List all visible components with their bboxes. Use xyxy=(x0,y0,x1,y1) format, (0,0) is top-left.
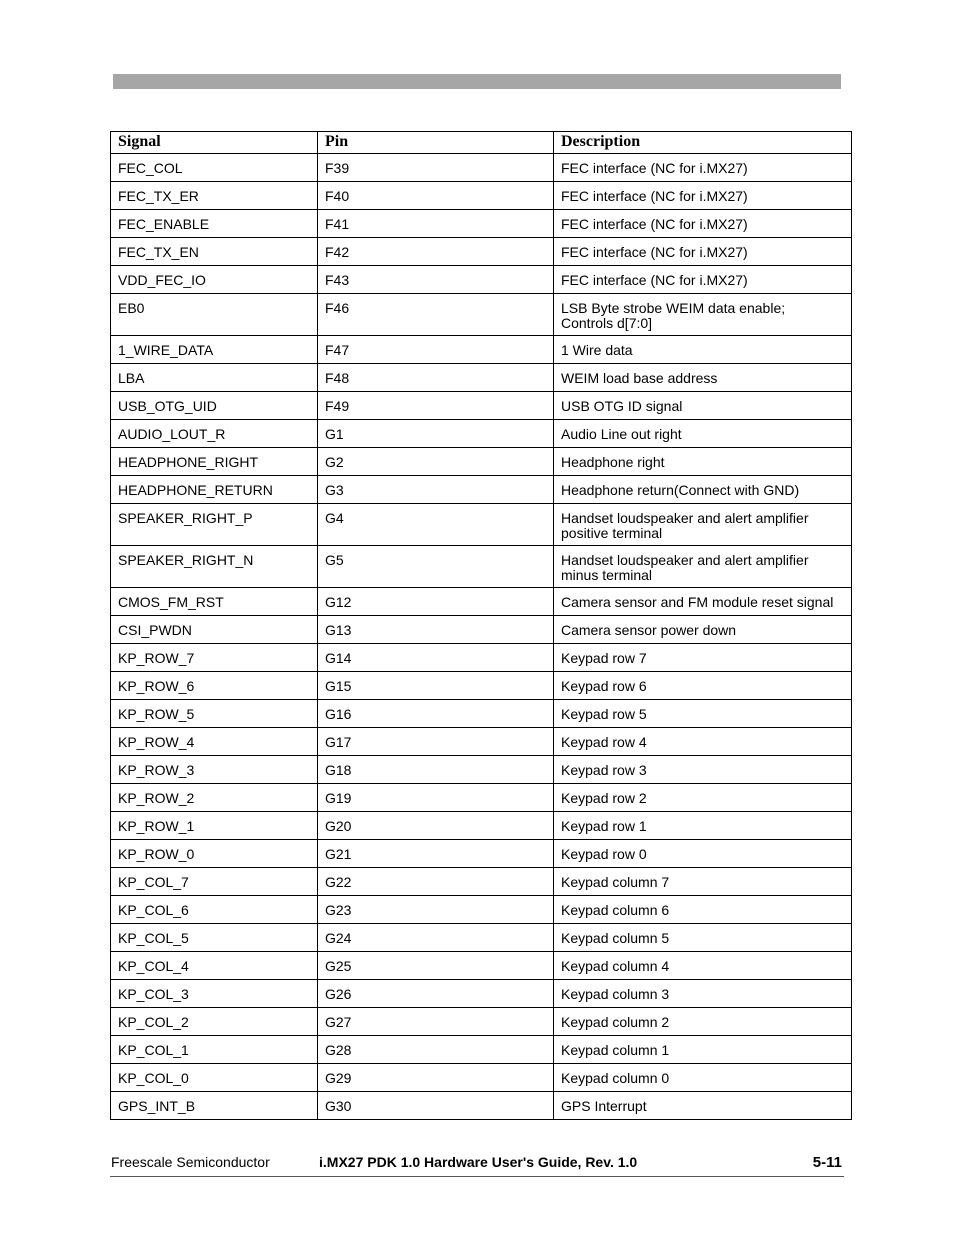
pin-cell: G5 xyxy=(318,546,554,588)
signal-cell: FEC_TX_ER xyxy=(111,182,318,210)
pin-cell: G20 xyxy=(318,812,554,840)
page-footer xyxy=(111,1154,842,1174)
description-cell: Headphone return(Connect with GND) xyxy=(554,476,852,504)
signal-cell: SPEAKER_RIGHT_P xyxy=(111,504,318,546)
pin-cell: G29 xyxy=(318,1064,554,1092)
pin-cell: G19 xyxy=(318,784,554,812)
pin-cell: G22 xyxy=(318,868,554,896)
description-cell: Keypad column 4 xyxy=(554,952,852,980)
description-cell: FEC interface (NC for i.MX27) xyxy=(554,266,852,294)
signal-cell: HEADPHONE_RETURN xyxy=(111,476,318,504)
footer-page-number: 5-11 xyxy=(812,1154,842,1171)
signal-cell: KP_COL_3 xyxy=(111,980,318,1008)
table-row xyxy=(111,1064,852,1092)
pin-cell: F39 xyxy=(318,154,554,182)
header-bar xyxy=(113,74,841,89)
pin-cell: F48 xyxy=(318,364,554,392)
pin-cell: F43 xyxy=(318,266,554,294)
signal-cell: KP_ROW_1 xyxy=(111,812,318,840)
signal-cell: AUDIO_LOUT_R xyxy=(111,420,318,448)
table-row xyxy=(111,504,852,546)
description-cell: Keypad row 4 xyxy=(554,728,852,756)
table-row xyxy=(111,588,852,616)
table-row xyxy=(111,868,852,896)
pin-cell: F47 xyxy=(318,336,554,364)
description-cell: Keypad column 0 xyxy=(554,1064,852,1092)
pin-cell: G14 xyxy=(318,644,554,672)
pin-cell: F42 xyxy=(318,238,554,266)
description-cell: Keypad row 6 xyxy=(554,672,852,700)
pin-cell: G17 xyxy=(318,728,554,756)
footer-divider xyxy=(110,1176,844,1177)
description-cell: FEC interface (NC for i.MX27) xyxy=(554,238,852,266)
table-row xyxy=(111,266,852,294)
pin-cell: G12 xyxy=(318,588,554,616)
table-row xyxy=(111,336,852,364)
pin-cell: G16 xyxy=(318,700,554,728)
signal-cell: KP_ROW_2 xyxy=(111,784,318,812)
signal-cell: KP_COL_0 xyxy=(111,1064,318,1092)
description-cell: Keypad column 6 xyxy=(554,896,852,924)
pin-cell: G3 xyxy=(318,476,554,504)
pin-cell: G13 xyxy=(318,616,554,644)
signal-cell: KP_COL_1 xyxy=(111,1036,318,1064)
table-row xyxy=(111,364,852,392)
table-row xyxy=(111,476,852,504)
signal-cell: HEADPHONE_RIGHT xyxy=(111,448,318,476)
signal-cell: KP_COL_2 xyxy=(111,1008,318,1036)
table-header-row xyxy=(111,132,852,154)
table-row xyxy=(111,1008,852,1036)
header-pin: Pin xyxy=(318,132,554,154)
signal-cell: KP_ROW_7 xyxy=(111,644,318,672)
signal-cell: LBA xyxy=(111,364,318,392)
pin-cell: G24 xyxy=(318,924,554,952)
description-cell: Audio Line out right xyxy=(554,420,852,448)
signal-cell: CMOS_FM_RST xyxy=(111,588,318,616)
signal-cell: SPEAKER_RIGHT_N xyxy=(111,546,318,588)
header-signal: Signal xyxy=(111,132,318,154)
table-row xyxy=(111,980,852,1008)
table-row xyxy=(111,784,852,812)
description-cell: FEC interface (NC for i.MX27) xyxy=(554,154,852,182)
description-cell: Keypad column 7 xyxy=(554,868,852,896)
signal-cell: VDD_FEC_IO xyxy=(111,266,318,294)
description-cell: Camera sensor power down xyxy=(554,616,852,644)
pin-cell: G25 xyxy=(318,952,554,980)
table-row xyxy=(111,154,852,182)
description-cell: Keypad row 5 xyxy=(554,700,852,728)
signal-cell: FEC_ENABLE xyxy=(111,210,318,238)
signal-cell: KP_COL_6 xyxy=(111,896,318,924)
description-cell: Keypad column 3 xyxy=(554,980,852,1008)
pin-cell: G18 xyxy=(318,756,554,784)
description-cell: WEIM load base address xyxy=(554,364,852,392)
description-cell: Keypad column 2 xyxy=(554,1008,852,1036)
table-row xyxy=(111,448,852,476)
table-row xyxy=(111,420,852,448)
pin-cell: G15 xyxy=(318,672,554,700)
signal-cell: FEC_TX_EN xyxy=(111,238,318,266)
table-row xyxy=(111,294,852,336)
table-row xyxy=(111,812,852,840)
table-row xyxy=(111,840,852,868)
description-cell: Keypad column 5 xyxy=(554,924,852,952)
description-cell: Keypad row 1 xyxy=(554,812,852,840)
signal-cell: KP_COL_7 xyxy=(111,868,318,896)
pin-cell: F46 xyxy=(318,294,554,336)
pin-cell: G28 xyxy=(318,1036,554,1064)
description-cell: Headphone right xyxy=(554,448,852,476)
table-row xyxy=(111,700,852,728)
pin-cell: F49 xyxy=(318,392,554,420)
table-row xyxy=(111,238,852,266)
table-row xyxy=(111,210,852,238)
signal-cell: KP_ROW_0 xyxy=(111,840,318,868)
description-cell: Keypad row 0 xyxy=(554,840,852,868)
signal-cell: KP_ROW_3 xyxy=(111,756,318,784)
signal-cell: KP_COL_5 xyxy=(111,924,318,952)
pin-cell: G27 xyxy=(318,1008,554,1036)
pin-cell: G4 xyxy=(318,504,554,546)
description-cell: 1 Wire data xyxy=(554,336,852,364)
table-row xyxy=(111,952,852,980)
signal-cell: USB_OTG_UID xyxy=(111,392,318,420)
signal-cell: KP_ROW_6 xyxy=(111,672,318,700)
description-cell: LSB Byte strobe WEIM data enable; Controls d[7:0] xyxy=(554,294,852,336)
footer-company: Freescale Semiconductor xyxy=(111,1154,270,1170)
description-cell: Keypad row 3 xyxy=(554,756,852,784)
pin-cell: G26 xyxy=(318,980,554,1008)
pin-cell: G21 xyxy=(318,840,554,868)
description-cell: Keypad row 2 xyxy=(554,784,852,812)
table-row xyxy=(111,392,852,420)
description-cell: GPS Interrupt xyxy=(554,1092,852,1120)
description-cell: Handset loudspeaker and alert amplifier positive terminal xyxy=(554,504,852,546)
table-row xyxy=(111,616,852,644)
pin-cell: G23 xyxy=(318,896,554,924)
table-row xyxy=(111,728,852,756)
pin-cell: G30 xyxy=(318,1092,554,1120)
table-row xyxy=(111,924,852,952)
description-cell: FEC interface (NC for i.MX27) xyxy=(554,182,852,210)
pin-cell: G1 xyxy=(318,420,554,448)
table-row xyxy=(111,546,852,588)
footer-document-title: i.MX27 PDK 1.0 Hardware User's Guide, Rev. 1.0 xyxy=(319,1154,638,1170)
signal-cell: KP_COL_4 xyxy=(111,952,318,980)
signal-cell: CSI_PWDN xyxy=(111,616,318,644)
table-row xyxy=(111,896,852,924)
header-description: Description xyxy=(554,132,852,154)
table-row xyxy=(111,756,852,784)
signal-cell: FEC_COL xyxy=(111,154,318,182)
table-row xyxy=(111,182,852,210)
description-cell: Handset loudspeaker and alert amplifier minus terminal xyxy=(554,546,852,588)
table-row xyxy=(111,672,852,700)
description-cell: USB OTG ID signal xyxy=(554,392,852,420)
table-body xyxy=(111,154,852,1120)
signal-cell: GPS_INT_B xyxy=(111,1092,318,1120)
description-cell: Camera sensor and FM module reset signal xyxy=(554,588,852,616)
table-row xyxy=(111,644,852,672)
signal-cell: 1_WIRE_DATA xyxy=(111,336,318,364)
pin-cell: F41 xyxy=(318,210,554,238)
signal-cell: KP_ROW_5 xyxy=(111,700,318,728)
pin-cell: F40 xyxy=(318,182,554,210)
signal-cell: KP_ROW_4 xyxy=(111,728,318,756)
description-cell: Keypad column 1 xyxy=(554,1036,852,1064)
table-row xyxy=(111,1092,852,1120)
description-cell: Keypad row 7 xyxy=(554,644,852,672)
pin-cell: G2 xyxy=(318,448,554,476)
signal-cell: EB0 xyxy=(111,294,318,336)
signal-pin-table xyxy=(110,131,852,1120)
description-cell: FEC interface (NC for i.MX27) xyxy=(554,210,852,238)
table-row xyxy=(111,1036,852,1064)
